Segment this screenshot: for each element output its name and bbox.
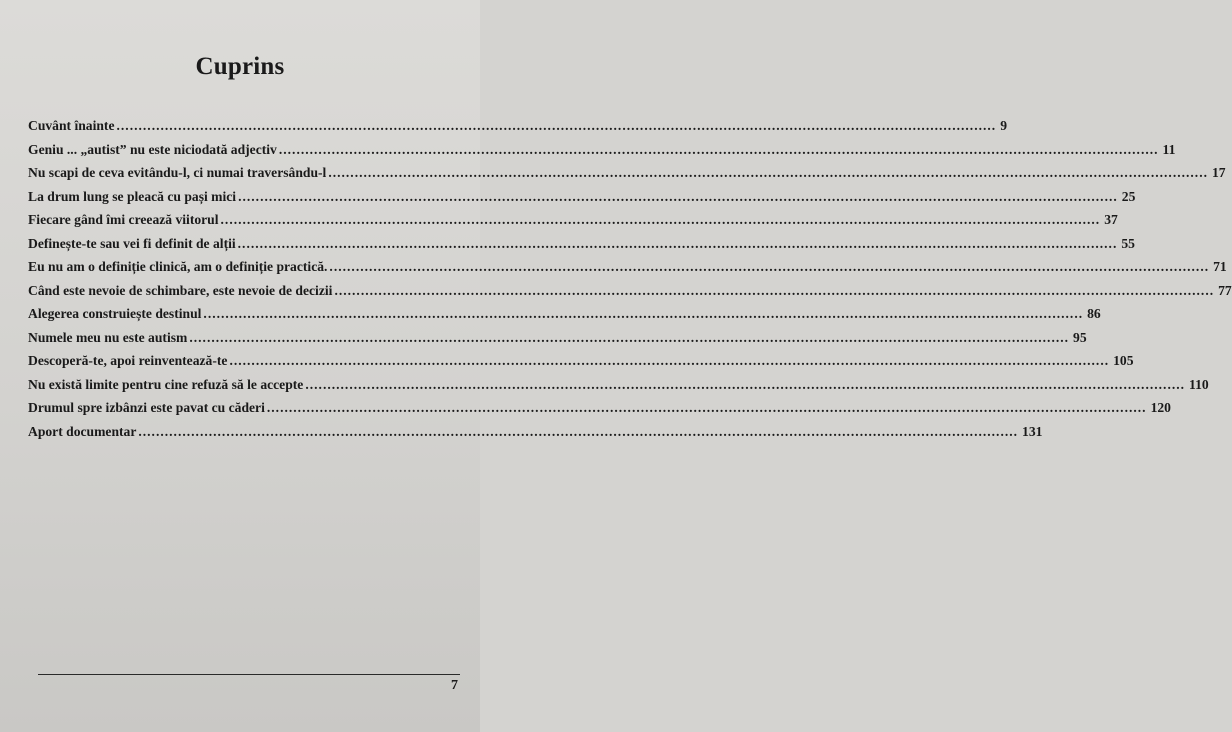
toc-entry: [28, 423, 1043, 448]
toc-entry-title: Nu există limite pentru cine refuză să le accepte: [28, 376, 304, 392]
toc-entry: [28, 353, 1134, 377]
dot-leader: ........................................................................................................................................................................................................: [229, 353, 1110, 368]
page-number: 7: [451, 678, 458, 693]
toc-entry: [28, 165, 1226, 189]
toc-entry-page: 131: [1022, 423, 1043, 439]
toc-entry-page: 120: [1150, 400, 1171, 415]
toc-entry-page: 37: [1104, 212, 1118, 227]
dot-leader: ........................................................................................................................................................................................................: [203, 306, 1084, 321]
toc-entry-title: Numele meu nu este autism: [28, 329, 188, 345]
toc-entry-title: Fiecare gând îmi creează viitorul: [28, 212, 219, 227]
toc-entry-page: 9: [1000, 118, 1007, 133]
toc-entry-title: Aport documentar: [28, 423, 137, 439]
toc-entry-page: 55: [1121, 235, 1135, 251]
dot-leader: ........................................................................................................................................................................................................: [220, 212, 1101, 227]
dot-leader: ........................................................................................................................................................................................................: [305, 376, 1186, 392]
toc-entry-title: Definește-te sau vei fi definit de alții: [28, 235, 236, 251]
toc-entry: [28, 259, 1227, 283]
dot-leader: ........................................................................................................................................................................................................: [189, 329, 1070, 345]
toc-entry-page: 110: [1189, 376, 1209, 392]
toc-entry-page: 71: [1213, 259, 1227, 274]
toc-entry-page: 86: [1087, 306, 1101, 321]
toc-entry: [28, 306, 1101, 330]
toc-entry-title: Geniu ... „autist” nu este niciodată adjectiv: [28, 141, 277, 157]
toc-entry-page: 105: [1113, 353, 1134, 368]
dot-leader: ........................................................................................................................................................................................................: [237, 235, 1118, 251]
toc-entry-title: Descoperă-te, apoi reinventează-te: [28, 353, 228, 368]
toc-entry-title: Cuvânt înainte: [28, 118, 115, 133]
toc-entry-page: 95: [1073, 329, 1087, 345]
toc-entry-page: 77: [1218, 282, 1232, 298]
dot-leader: ........................................................................................................................................................................................................: [266, 400, 1147, 415]
toc-entry-page: 17: [1212, 165, 1226, 180]
footer-divider: [38, 674, 460, 675]
dot-leader: ........................................................................................................................................................................................................: [238, 188, 1118, 204]
toc-entry: [28, 376, 1209, 401]
dot-leader: ........................................................................................................................................................................................................: [329, 259, 1210, 274]
dot-leader: ........................................................................................................................................................................................................: [278, 141, 1159, 157]
toc-entry: [28, 235, 1135, 260]
dot-leader: ........................................................................................................................................................................................................: [334, 282, 1215, 298]
toc-entry-page: 25: [1121, 188, 1136, 204]
page-title: Cuprins: [195, 53, 285, 80]
dot-leader: ........................................................................................................................................................................................................: [138, 423, 1019, 439]
toc-entry: [28, 282, 1232, 307]
toc-entry-title: Alegerea construiește destinul: [28, 306, 202, 321]
dot-leader: ........................................................................................................................................................................................................: [116, 118, 997, 133]
toc-entry: [28, 141, 1176, 166]
toc-entry-title: Eu nu am o definiție clinică, am o definiție practică.: [28, 259, 328, 274]
toc-entry-title: Nu scapi de ceva evitându-l, ci numai traversându-l: [28, 165, 327, 180]
toc-entry: [28, 400, 1171, 424]
toc-entry-title: Drumul spre izbânzi este pavat cu căderi: [28, 400, 265, 415]
toc-entry: [28, 188, 1136, 213]
toc-entry-title: La drum lung se pleacă cu pași mici: [28, 188, 237, 204]
table-of-contents: [28, 118, 1232, 447]
toc-entry-title: Când este nevoie de schimbare, este nevoie de decizii: [28, 282, 333, 298]
dot-leader: ........................................................................................................................................................................................................: [328, 165, 1208, 180]
toc-entry: [28, 212, 1118, 236]
toc-entry: [28, 329, 1087, 354]
toc-entry-page: 11: [1162, 141, 1176, 157]
toc-entry: [28, 118, 1007, 142]
